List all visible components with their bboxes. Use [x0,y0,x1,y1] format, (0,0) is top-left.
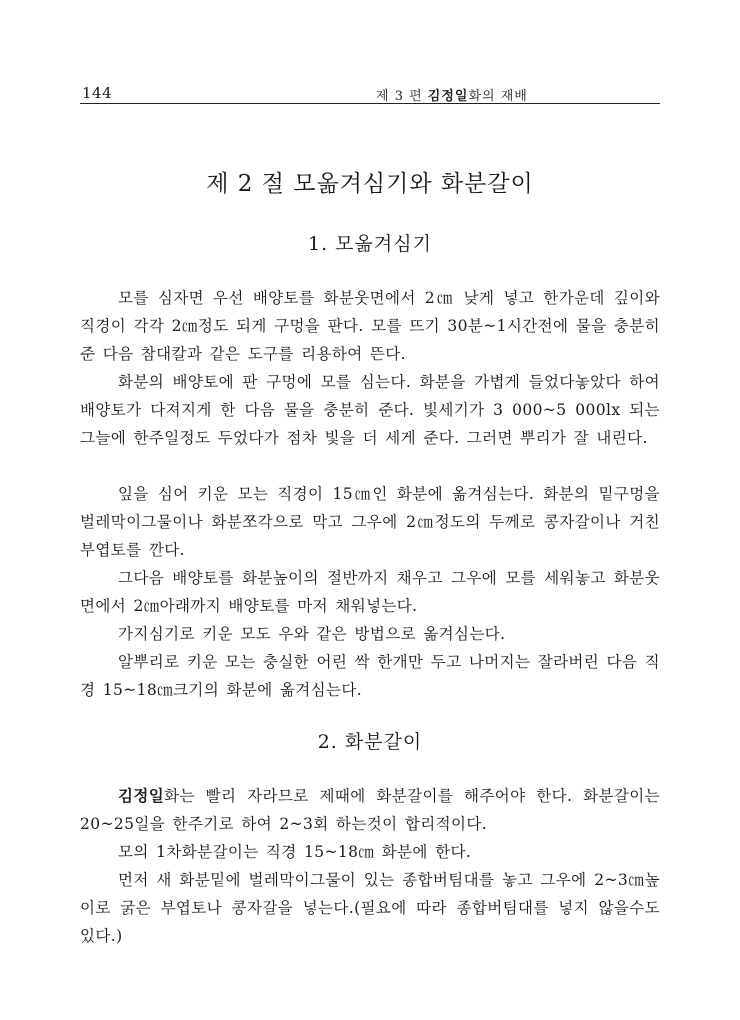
running-title [376,85,528,104]
paragraph: 그다음 배양토를 화분높이의 절반까지 채우고 그우에 모를 세워놓고 화분웃면에서 2㎝아래까지 배양토를 마저 채워넣는다. [80,569,660,615]
paragraph: 잎을 심어 키운 모는 직경이 15㎝인 화분에 옮겨심는다. 화분의 밑구멍을 벌레막이그물이나 화분쪼각으로 막고 그우에 2㎝정도의 두께로 콩자갈이나 거친 부엽토를 깐다. [80,485,660,559]
section-title: 제 2 절 모옮겨심기와 화분갈이 [206,171,534,197]
running-title-suffix: 화의 재배 [468,89,528,104]
subsection-title-1: 1. 모옮겨심기 [308,233,432,255]
paragraph: 먼저 새 화분밑에 벌레막이그물이 있는 종합버팀대를 놓고 그우에 2~3㎝높이로 굵은 부엽토나 콩자갈을 넣는다.(필요에 따라 종합버팀대를 넣지 않을수도 있다.) [80,871,660,945]
paragraph: 화분의 배양토에 판 구멍에 모를 심는다. 화분을 가볍게 들었다놓았다 하여 배양토가 다져지게 한 다음 물을 충분히 준다. 빛세기가 3 000~5 000lx 되는 그늘에 한주일정도 두었다가 점차 빛을 더 세게 준다. 그러면 뿌리가 잘 내린다. [80,373,660,447]
paragraph [80,782,660,838]
paragraph-bold-lead: 김정일 [118,786,165,805]
paragraph: 가지심기로 키운 모도 우와 같은 방법으로 옮겨심는다. [118,625,506,643]
running-title-prefix: 제 3 편 [376,89,428,104]
paragraph: 모를 심자면 우선 배양토를 화분웃면에서 2㎝ 낮게 넣고 한가운데 깊이와 직경이 각각 2㎝정도 되게 구멍을 판다. 모를 뜨기 30분~1시간전에 물을 충분히 준 다음 참대칼과 같은 도구를 리용하여 뜬다. [80,289,660,363]
header-rule [80,103,660,104]
paragraph-text: 화는 빨리 자라므로 제때에 화분갈이를 해주어야 한다. 화분갈이는 20~25일을 한주기로 하여 2~3회 하는것이 합리적이다. [80,787,660,833]
subsection-title-2: 2. 화분갈이 [317,731,423,753]
paragraph: 모의 1차화분갈이는 직경 15~18㎝ 화분에 한다. [118,843,472,861]
running-title-bold: 김정일 [427,89,469,104]
page-number: 144 [82,84,113,102]
paragraph: 알뿌리로 키운 모는 충실한 어린 싹 한개만 두고 나머지는 잘라버린 다음 직경 15~18㎝크기의 화분에 옮겨심는다. [80,653,660,699]
running-header [80,82,660,104]
